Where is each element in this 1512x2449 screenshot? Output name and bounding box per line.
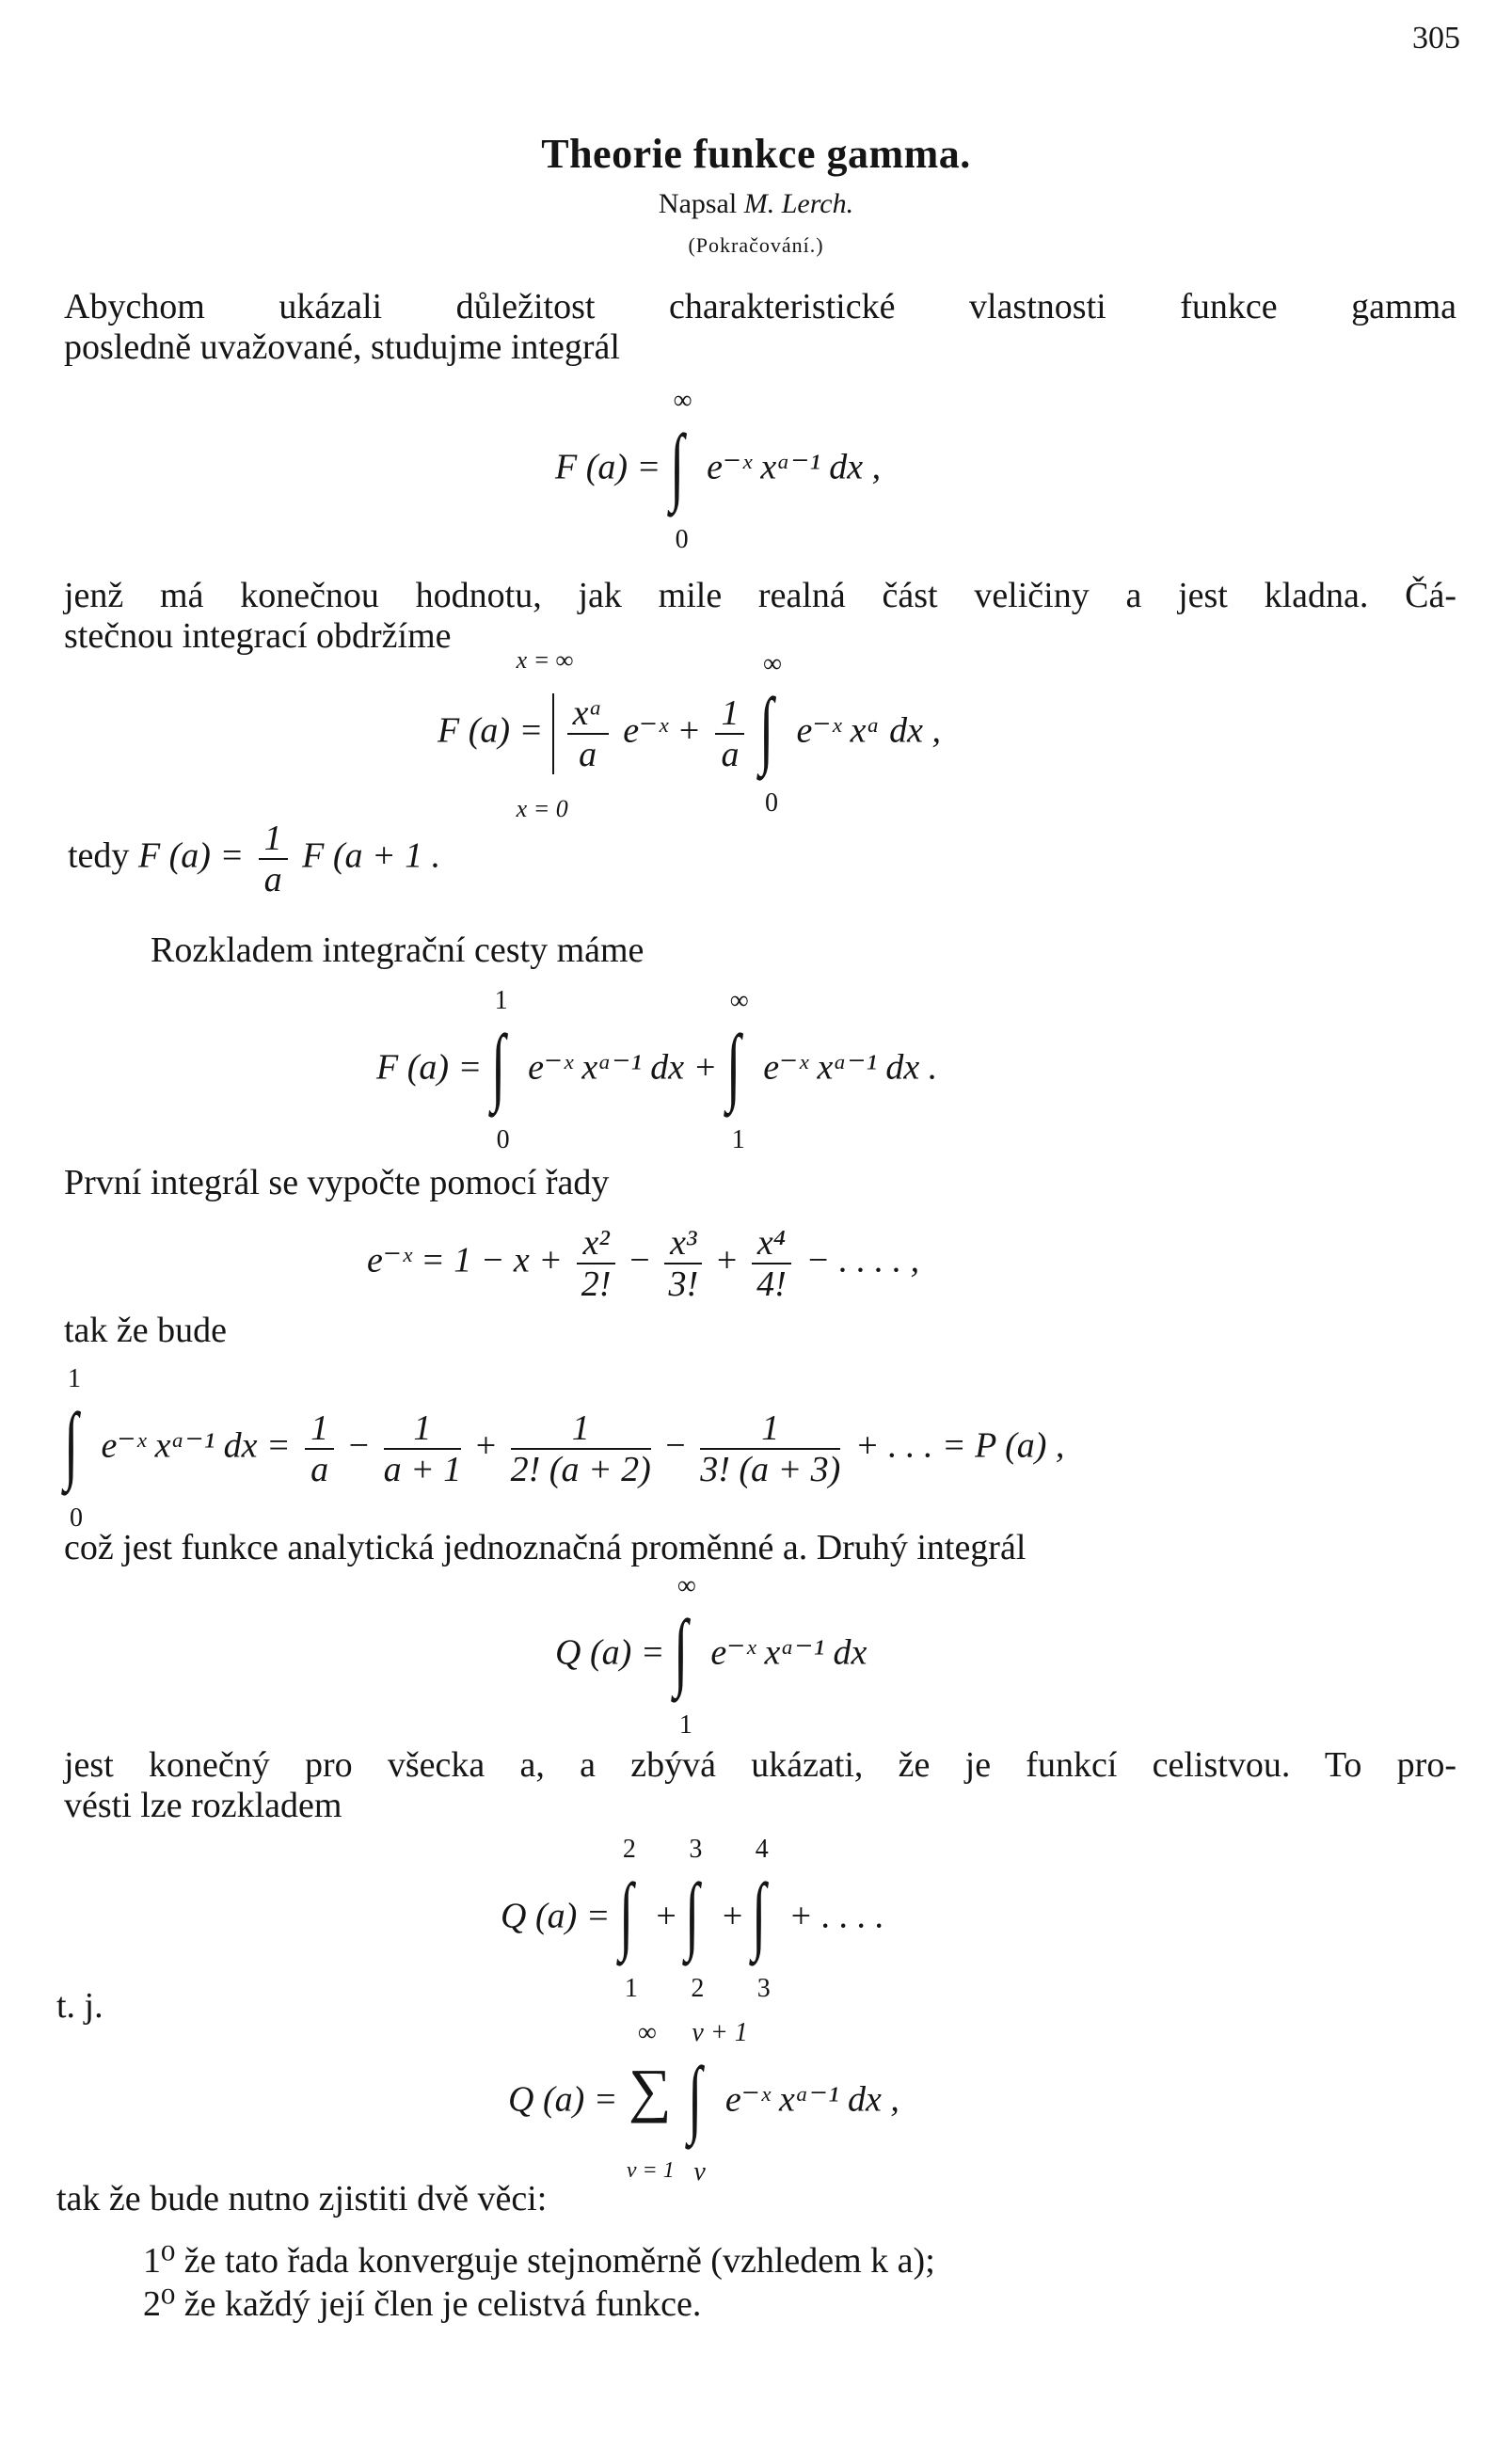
paragraph-4: První integrál se vypočte pomocí řady (64, 1163, 610, 1202)
fraction (567, 693, 609, 774)
equation-2-lhs: F (a) = (438, 710, 544, 751)
equation-6-tail: + . . . = P (a) , (854, 1425, 1065, 1466)
equation-6: ∫ 1 0 e⁻ˣ xᵃ⁻¹ dx = $\frac{1}{a}$ − $\frac{1}{a + 1}$ + $\frac{1}{2! (a + 2)}$ − $\frac{1}{3! (a + 3)}$ + . . . = P (a) , (64, 1364, 1065, 1533)
integral-lower-limit: 0 (496, 1125, 510, 1154)
paragraph-2-line-2: stečnou integrací obdržíme (64, 616, 452, 656)
author-name: M. Lerch. (743, 188, 854, 219)
integral-lower-limit: 3 (756, 1974, 771, 2003)
integral-upper-limit: 3 (689, 1835, 703, 1864)
summation-sign (626, 2018, 679, 2183)
equation-3-rhs: F (a + 1 . (302, 835, 441, 876)
fraction-numerator: x³ (664, 1223, 702, 1264)
paragraph-7-line-1: jest konečný pro všecka a, a zbývá ukázati, že je funkcí celistvou. To pro- (64, 1745, 1456, 1785)
fraction-denominator: 2! (581, 1264, 612, 1304)
integral-upper-limit: 2 (622, 1835, 636, 1864)
paragraph-5: tak že bude (64, 1311, 228, 1350)
fraction-numerator: 1 (715, 693, 744, 735)
integral-sign: ∫ ∞ 0 (758, 649, 782, 818)
equation-3 (68, 819, 440, 899)
integral-lower-limit: 0 (764, 788, 778, 818)
fraction (700, 1408, 840, 1489)
fraction-denominator: a + 1 (383, 1450, 462, 1489)
sum-upper-limit: ∞ (637, 2018, 657, 2047)
equation-5-tail: − . . . . , (805, 1240, 920, 1280)
integral-sign: ∫ ∞ 1 (725, 986, 749, 1154)
integral-upper-limit: 1 (68, 1364, 81, 1393)
paragraph-7 (64, 1745, 1456, 1826)
paragraph-2-line-1: jenž má konečnou hodnotu, jak mile realná část veličiny a jest kladna. Čá- (64, 576, 1456, 615)
equation-2-mid: e⁻ˣ + (623, 710, 701, 751)
author-line (0, 188, 1512, 220)
equation-7-lhs: Q (a) = (555, 1632, 665, 1673)
equation-4-lhs: F (a) = (376, 1047, 483, 1088)
equation-8: Q (a) = ∫ 2 1 + ∫ 3 2 + ∫ 4 3 + . . . . (501, 1835, 884, 2003)
sum-symbol: ∑ (628, 2057, 672, 2123)
fraction-denominator: a (579, 735, 597, 774)
condition-item-1: 1⁰ že tato řada konverguje stejnoměrně (vzhledem k a); (143, 2241, 935, 2281)
equation-3-lhs: F (a) = (137, 835, 245, 876)
fraction-numerator: x² (577, 1223, 614, 1264)
integral-lower-limit: 1 (678, 1710, 692, 1740)
fraction (664, 1223, 702, 1304)
integral-upper-limit: ∞ (673, 386, 692, 415)
condition-list (143, 2239, 935, 2326)
integral-lower-limit: 0 (675, 525, 689, 554)
paragraph-7-line-2: vésti lze rozkladem (64, 1786, 342, 1825)
fraction-denominator: 3! (668, 1264, 699, 1304)
evaluation-bar (516, 646, 614, 822)
page-number: 305 (1412, 21, 1460, 56)
fraction (577, 1223, 614, 1304)
integral-upper-limit: ∞ (729, 986, 749, 1015)
integral-lower-limit: 2 (691, 1974, 705, 2003)
equation-1 (555, 386, 882, 554)
fraction (384, 1408, 462, 1489)
fraction-denominator: a (263, 860, 282, 899)
integral-sign: ∫ ∞ 1 (673, 1571, 696, 1740)
paragraph-3: Rozkladem integrační cesty máme (151, 930, 645, 970)
fraction-numerator: 1 (384, 1408, 462, 1450)
equation-1-lhs: F (a) = (555, 447, 661, 487)
equation-7-body: e⁻ˣ xᵃ⁻¹ dx (710, 1632, 867, 1673)
paragraph-8: tak že bude nutno zjistiti dvě věci: (56, 2179, 548, 2218)
equation-4 (376, 986, 938, 1154)
equation-5: e⁻ˣ = 1 − x + $\frac{\text{x²}}{2!}$ − $\frac{\text{x³}}{3!}$ + $\frac{\text{x⁴}}{4!}$ − . . . . , (367, 1223, 920, 1304)
integral-upper-limit: ∞ (762, 649, 782, 678)
fraction (511, 1408, 651, 1489)
integral-lower-limit: 1 (731, 1125, 745, 1154)
fraction (259, 819, 288, 899)
integral-upper-limit: 4 (755, 1835, 769, 1864)
tedy-label: tedy (68, 835, 130, 876)
fraction-numerator: 1 (305, 1408, 334, 1450)
fraction-denominator: 3! (a + 3) (700, 1450, 841, 1489)
fraction-numerator: x⁴ (752, 1223, 791, 1264)
paragraph-2 (64, 576, 1456, 657)
article-title: Theorie funkce gamma. (541, 131, 971, 177)
equation-7 (555, 1571, 867, 1740)
integral-sign: ∫ ∞ 0 (669, 386, 692, 554)
fraction-numerator: 1 (511, 1408, 651, 1450)
fraction (752, 1223, 791, 1304)
fraction-denominator: a (721, 735, 740, 774)
integral-lower-limit: 1 (624, 1974, 638, 2003)
equation-9-lhs: Q (a) = (508, 2079, 618, 2120)
equation-5-lhs: e⁻ˣ = 1 − x + (367, 1240, 563, 1280)
continuation-note: (Pokračování.) (688, 233, 824, 257)
integral-lower-limit: ν (693, 2157, 706, 2187)
equation-4-body-1: e⁻ˣ xᵃ⁻¹ dx + (528, 1047, 718, 1088)
integral-sign: ∫ 1 0 (64, 1364, 83, 1533)
integral-lower-limit: 0 (70, 1503, 83, 1533)
integral-sign: ∫ 3 2 (685, 1835, 705, 2003)
integral-sign: ∫ 4 3 (751, 1835, 771, 2003)
equation-6-body: e⁻ˣ xᵃ⁻¹ dx = (101, 1425, 291, 1466)
integral-sign: ∫ ν + 1 ν (688, 2018, 748, 2187)
equation-8-tail: + . . . . (788, 1896, 884, 1936)
integral-sign: ∫ 1 0 (490, 986, 510, 1154)
paragraph-6: což jest funkce analytická jednoznačná proměnné a. Druhý integrál (64, 1528, 1027, 1567)
equation-1-body: e⁻ˣ xᵃ⁻¹ dx , (707, 447, 882, 487)
equation-2 (438, 646, 942, 822)
fraction-denominator: 2! (a + 2) (510, 1450, 651, 1489)
fraction-numerator: 1 (259, 819, 288, 860)
paragraph-1 (64, 287, 1456, 368)
condition-item-2: 2⁰ že každý její člen je celistvá funkce. (143, 2284, 702, 2324)
paragraph-1-line-2: posledně uvažované, studujme integrál (64, 327, 620, 367)
sum-lower-limit: ν = 1 (626, 2158, 675, 2183)
tj-label: t. j. (56, 1986, 103, 2026)
equation-9 (508, 2018, 899, 2187)
equation-8-lhs: Q (a) = (501, 1896, 611, 1936)
integral-sign: ∫ 2 1 (618, 1835, 638, 2003)
fraction (305, 1408, 334, 1489)
integral-upper-limit: ∞ (676, 1571, 696, 1600)
fraction-numerator: xᵃ (567, 693, 609, 735)
equation-9-body: e⁻ˣ xᵃ⁻¹ dx , (724, 2079, 899, 2120)
integral-upper-limit: 1 (494, 986, 508, 1015)
bar-lower: x = 0 (516, 795, 568, 822)
bar-upper: x = ∞ (516, 646, 574, 674)
fraction-denominator: a (310, 1450, 329, 1489)
author-prefix: Napsal (658, 188, 738, 219)
paragraph-1-line-1: Abychom ukázali důležitost charakteristické vlastnosti funkce gamma (64, 287, 1456, 326)
equation-4-body-2: e⁻ˣ xᵃ⁻¹ dx . (763, 1047, 938, 1088)
fraction-denominator: 4! (756, 1264, 787, 1304)
fraction (715, 693, 744, 774)
equation-2-body: e⁻ˣ xᵃ dx , (796, 710, 942, 751)
integral-upper-limit: ν + 1 (692, 2018, 748, 2047)
fraction-numerator: 1 (700, 1408, 840, 1450)
